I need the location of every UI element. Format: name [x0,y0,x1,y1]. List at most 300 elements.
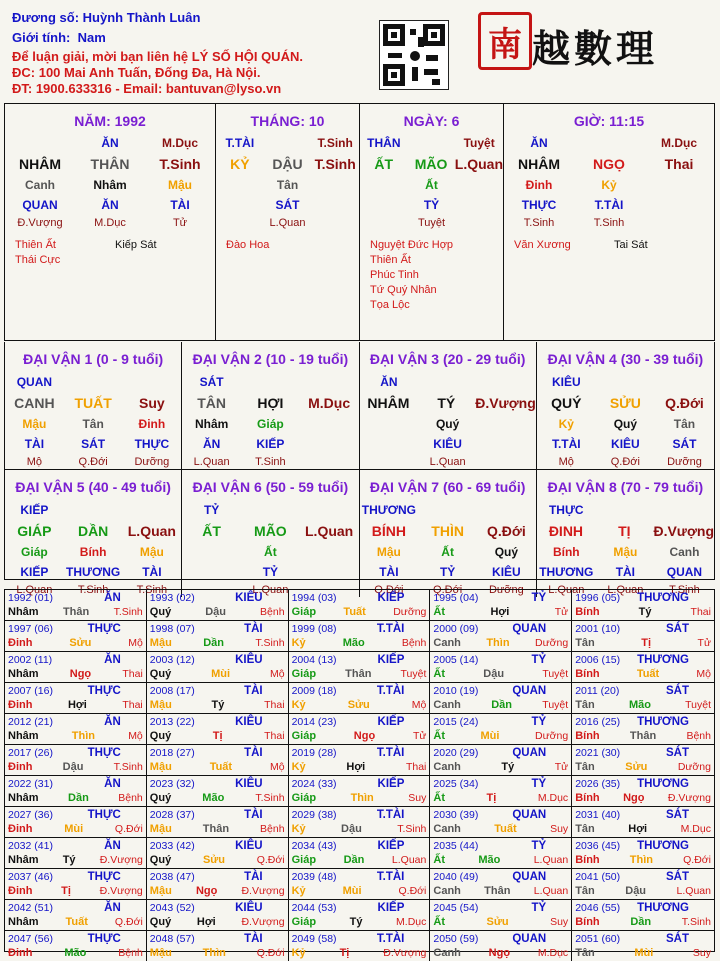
year-header [433,591,568,605]
pillar-1-star-line [15,253,215,268]
year-phase: Thai [264,730,285,742]
year-ten-god: TỶ [531,778,547,790]
year-branch: Mùi [211,668,231,680]
dai-van-1-phase-row-cell: Mộ [26,455,43,468]
year-detail [433,729,568,743]
year-header [292,715,427,729]
year-header [575,808,711,822]
year-header [8,622,143,636]
year-label: 1999 (08) [291,623,337,635]
pillar-2-phase-row-cell: L.Quan [269,216,306,229]
year-phase: M.Dục [537,792,569,804]
year-phase: Mộ [696,668,711,680]
year-label: 2016 (25) [575,716,621,728]
year-label: 1998 (07) [149,623,195,635]
dai-van-3-stem-branch-row [360,392,536,414]
year-cell [5,745,147,776]
dai-van-6-stem-branch-row [182,520,358,542]
year-cell [147,683,289,714]
pillar-1-stem-branch-row [5,153,215,175]
dai-van-4-ten-god-row [537,372,714,392]
year-label: 2045 (54) [433,902,479,914]
year-branch: Ngọ [353,730,376,742]
year-detail [433,760,568,774]
year-ten-god: THƯƠNG [637,778,689,790]
year-detail [292,822,427,836]
year-stem: Nhâm [8,606,39,618]
year-detail [150,884,285,898]
year-header [292,591,427,605]
year-stem: Quý [149,668,172,680]
year-branch: Tý [501,761,515,773]
year-branch: Thân [629,730,657,742]
year-detail [292,605,427,619]
pillar-2-hidden-gods-row [216,195,359,215]
year-ten-god: QUAN [512,871,547,883]
year-cell [572,714,714,745]
year-label: 2051 (60) [575,933,621,945]
pillar-3-phase-row [360,215,503,230]
contact-address: ĐC: 100 Mai Anh Tuấn, Đống Đa, Hà Nội. [12,65,261,80]
pillar-3-stem-branch-row-cell: L.Quan [454,156,504,172]
year-branch: Thìn [350,792,374,804]
year-detail [150,915,285,929]
year-detail [292,791,427,805]
year-branch: Dậu [483,668,505,680]
year-header [150,746,285,760]
year-header [575,870,711,884]
year-ten-god: THỰC [87,933,121,945]
pillar-1-star: Thiên Ất [15,239,56,251]
year-header [292,746,427,760]
dai-van-4-hidden-gods-row-cell: SÁT [672,437,697,451]
year-detail [433,853,568,867]
pillar-3-star-line [370,283,503,298]
pillar-1-star: Kiếp Sát [115,239,157,251]
dai-van-2-hidden-stems-row [182,414,358,434]
dai-van-1-stem-branch-row-cell: CANH [14,395,55,411]
year-branch: Sửu [625,761,648,773]
year-phase: M.Dục [680,823,711,835]
year-stem: Quý [149,730,172,742]
year-stem: Giáp [291,668,317,680]
year-label: 2034 (43) [291,840,337,852]
year-label: 2006 (15) [575,654,621,666]
year-branch: Thân [202,823,230,835]
dai-van-6-hidden-stems-row-cell: Ất [264,545,277,559]
year-label: 2009 (18) [291,685,337,697]
year-detail [575,853,711,867]
year-detail [8,915,143,929]
dai-van-1-ten-god-row [5,372,181,392]
year-label: 2011 (20) [575,685,620,697]
year-phase: Suy [692,947,711,959]
dai-van-6-hidden-gods-row [182,562,358,582]
year-stem: Giáp [291,730,317,742]
year-phase: Mộ [270,668,285,680]
year-ten-god: KIẾP [377,778,405,790]
year-phase: T.Sinh [113,761,143,773]
year-ten-god: TÀI [244,933,263,945]
year-label: 2049 (58) [291,933,337,945]
year-detail [575,822,711,836]
year-detail [150,729,285,743]
dai-van-4-hidden-stems-row-cell: Tân [673,417,696,431]
year-cell [5,621,147,652]
year-cell [147,590,289,621]
gender-line [12,30,106,45]
year-ten-god: TỶ [531,840,547,852]
year-ten-god: TÀI [244,871,263,883]
year-label: 2028 (37) [149,809,195,821]
year-ten-god: THỰC [87,623,121,635]
year-phase: Q.Đới [114,823,143,835]
year-detail [433,605,568,619]
year-phase: Suy [550,823,569,835]
pillar-3-ten-god-row-cell: Tuyệt [463,136,495,150]
dai-van-4-hidden-gods-row-cell: T.TÀI [551,437,581,451]
pillar-3-hidden-stems-row [360,175,503,195]
dai-van-4-stem-branch-row [537,392,714,414]
dai-van-2-stem-branch-row-cell: M.Dục [308,395,351,411]
pillar-4-hidden-stems-row-cell: Đinh [525,178,553,192]
year-stem: Giáp [291,792,317,804]
dai-van-8-hidden-stems-row-cell: Bính [552,545,580,559]
year-cell [147,931,289,961]
year-label: 1996 (05) [575,592,621,604]
dai-van-3-stem-branch-row-cell: NHÂM [367,395,410,411]
year-ten-god: ĂN [104,778,121,790]
year-header [433,901,568,915]
year-label: 2020 (29) [433,747,479,759]
year-phase: Tuyệt [542,668,569,680]
year-cell [572,683,714,714]
dai-van-8-stem-branch-row-cell: TỊ [618,523,631,539]
year-detail [150,822,285,836]
dai-van-grid [4,342,715,596]
year-label: 2047 (56) [8,933,53,945]
dai-van-3-hidden-stems-row-cell: Quý [435,417,460,431]
year-detail [433,946,568,960]
year-header [575,653,711,667]
dai-van-5-stem-branch-row [5,520,181,542]
year-ten-god: KIẾP [377,840,405,852]
dai-van-1-hidden-gods-row-cell: SÁT [81,437,106,451]
year-stem: Nhâm [8,792,39,804]
year-header [292,839,427,853]
dai-van-7-stem-branch-row-cell: BÍNH [371,523,406,539]
dai-van-5-stem-branch-row-cell: DẦN [77,523,109,539]
year-header [575,777,711,791]
year-phase: Q.Đới [398,885,427,897]
dai-van-4-hidden-gods-row [537,434,714,454]
pillar-1-ten-god-row-cell: ĂN [101,136,119,150]
year-header [150,715,285,729]
year-cell [289,745,431,776]
year-ten-god: THỰC [87,871,121,883]
year-branch: Dậu [625,885,647,897]
year-detail [433,822,568,836]
year-header [150,839,285,853]
dai-van-5-ten-god-row [5,500,181,520]
year-stem: Nhâm [8,854,39,866]
year-cell [430,838,572,869]
year-cell [289,776,431,807]
year-header [433,622,568,636]
year-cell [572,590,714,621]
year-phase: Đ.Vượng [241,916,285,928]
dai-van-4 [537,342,714,470]
year-branch: Hợi [346,761,366,773]
four-pillars-grid [4,103,715,341]
year-header [8,746,143,760]
year-detail [433,791,568,805]
year-ten-god: TỶ [531,592,547,604]
pillar-2-hidden-stems-row [216,175,359,195]
pillar-3-ten-god-row [360,133,503,153]
year-branch: Tý [62,854,76,866]
dai-van-7-hidden-stems-row-cell: Ất [441,545,454,559]
year-stem: Nhâm [8,916,39,928]
year-phase: Tuyệt [685,699,711,711]
dai-van-3-stem-branch-row-cell: TÝ [437,395,456,411]
year-header [433,839,568,853]
year-label: 2025 (34) [433,778,479,790]
year-detail [150,760,285,774]
pillar-1-hidden-stems-row-cell: Nhâm [93,178,127,192]
year-label: 2030 (39) [433,809,479,821]
year-header [150,901,285,915]
year-ten-god: KIÊU [235,654,263,666]
year-cell [572,900,714,931]
year-ten-god: THƯƠNG [637,592,689,604]
year-ten-god: TỶ [531,716,547,728]
year-label: 2004 (13) [291,654,337,666]
year-branch: Dần [343,854,365,866]
year-stem: Ất [433,730,445,742]
dai-van-5-ten-god-row-cell: KIẾP [20,503,49,517]
pillar-2-ten-god-row [216,133,359,153]
year-branch: Ngọ [623,792,645,804]
pillar-4-title: GIỜ: 11:15 [573,113,645,129]
year-branch: Mão [478,854,501,866]
dai-van-5 [5,470,182,597]
year-header [575,746,711,760]
dai-van-1-phase-row [5,454,181,469]
year-branch: Thìn [629,854,653,866]
year-stem: Giáp [291,854,317,866]
year-branch: Dậu [205,606,227,618]
year-phase: Thai [122,699,143,711]
year-branch: Tị [61,885,71,897]
dai-van-2-stem-branch-row-cell: TÂN [197,395,227,411]
year-label: 2012 (21) [8,716,53,728]
year-phase: Q.Đới [114,916,143,928]
year-detail [575,915,711,929]
dai-van-1-stem-branch-row-cell: Suy [139,395,165,411]
pillar-4-phase-row-cell: T.Sinh [523,216,555,229]
owner-label: Đương số: [12,10,80,25]
dai-van-6-hidden-stems-row [182,542,358,562]
year-branch: Ngọ [69,668,92,680]
year-detail [433,884,568,898]
dai-van-7-ten-god-row [360,500,536,520]
year-phase: Thai [264,699,285,711]
pillar-3-star: Nguyệt Đức Hợp [370,239,454,251]
year-branch: Dậu [341,823,362,835]
year-branch: Thìn [71,730,95,742]
dai-van-7-hidden-gods-row-cell: KIÊU [492,565,521,579]
year-cell [147,869,289,900]
year-header [292,622,427,636]
pillar-2-phase-row [216,215,359,230]
dai-van-3-ten-god-row [360,372,536,392]
year-cell [147,652,289,683]
year-phase: Q.Đới [256,947,285,959]
year-cell [572,745,714,776]
year-stem: Bính [575,792,600,804]
year-header [433,653,568,667]
year-cell [289,807,431,838]
year-cell [5,776,147,807]
year-cell [430,590,572,621]
year-phase: M.Dục [537,947,569,959]
year-ten-god: THỰC [87,685,121,697]
year-ten-god: KIẾP [377,592,405,604]
pillar-3-star: Thiên Ất [370,254,411,266]
dai-van-5-phase-row-cell: T.Sinh [77,583,109,596]
year-label: 2003 (12) [149,654,195,666]
dai-van-3-phase-row-cell: L.Quan [429,455,466,468]
pillar-2-hidden-stems-row-cell: Tân [276,178,299,192]
dai-van-6-stem-branch-row-cell: MÃO [254,523,287,539]
year-branch: Ngọ [195,885,218,897]
year-branch: Thìn [202,947,226,959]
year-label: 2050 (59) [433,933,479,945]
year-detail [292,915,427,929]
year-ten-god: T.TÀI [376,685,405,697]
dai-van-2 [182,342,359,470]
year-phase: T.Sinh [681,916,711,928]
pillar-1-hidden-stems-row [5,175,215,195]
year-phase: Tuyệt [400,668,427,680]
gender-value: Nam [77,30,106,45]
year-ten-god: KIẾP [377,716,405,728]
pillar-2-ten-god-row-cell: T.Sinh [317,136,353,150]
dai-van-4-ten-god-row-cell: KIÊU [551,375,581,389]
year-cell [572,869,714,900]
year-phase: Thai [690,606,711,618]
dai-van-4-stem-branch-row-cell: Q.Đới [665,395,704,411]
year-header [150,870,285,884]
dai-van-7-hidden-stems-row-cell: Mậu [376,545,401,559]
year-detail [433,667,568,681]
year-cell [572,931,714,961]
dai-van-1-hidden-gods-row-cell: THỰC [134,437,170,451]
pillar-3-star-line [370,268,503,283]
year-ten-god: KIÊU [235,778,263,790]
year-cell [430,931,572,961]
year-cell [5,900,147,931]
year-branch: Mùi [634,947,654,959]
year-cell [5,869,147,900]
year-label: 1997 (06) [8,623,53,635]
year-detail [8,667,143,681]
pillar-1-star-line [15,238,215,253]
dai-van-8-hidden-stems-row-cell: Canh [669,545,700,559]
dai-van-8-hidden-gods-row-cell: THƯƠNG [539,565,594,579]
year-ten-god: ĂN [104,716,121,728]
dai-van-7-title: ĐẠI VẬN 7 (60 - 69 tuổi) [369,479,526,495]
year-phase: T.Sinh [113,606,143,618]
year-branch: Mão [202,792,225,804]
year-header [433,746,568,760]
year-detail [8,884,143,898]
year-phase: L.Quan [533,885,569,897]
year-phase: Bệnh [401,637,427,649]
year-header [150,591,285,605]
pillar-3-hidden-gods-row [360,195,503,215]
dai-van-8-hidden-stems-row-cell: Mậu [613,545,638,559]
year-ten-god: SÁT [666,871,689,883]
year-phase: Đ.Vượng [241,885,285,897]
dai-van-3 [360,342,537,470]
year-cell [147,714,289,745]
dai-van-7-hidden-stems-row-cell: Quý [494,545,519,559]
year-phase: Q.Đới [683,854,711,866]
year-label: 2032 (41) [8,840,53,852]
dai-van-1-hidden-gods-row-cell: TÀI [24,437,45,451]
dai-van-1-stem-branch-row [5,392,181,414]
year-header [8,901,143,915]
year-header [8,777,143,791]
year-detail [292,667,427,681]
year-cell [289,869,431,900]
year-ten-god: QUAN [512,747,547,759]
pillar-1-phase-row-cell: Đ.Vượng [17,216,63,229]
dai-van-7-hidden-gods-row [360,562,536,582]
year-phase: Thai [405,761,427,773]
pillar-3-hidden-gods-row-cell: TỶ [423,198,440,212]
year-header [433,870,568,884]
year-phase: T.Sinh [397,823,427,835]
year-stem: Ất [433,854,445,866]
year-phase: Tử [554,606,569,618]
dai-van-6-phase-row-cell: L.Quan [252,583,289,596]
year-branch: Thìn [486,637,510,649]
year-header [292,808,427,822]
year-ten-god: TỶ [531,654,547,666]
year-stem: Ất [433,606,445,618]
dai-van-1-phase-row-cell: Q.Đới [78,455,108,468]
dai-van-3-phase-row [360,454,536,469]
logo-text: 越數理 [532,26,659,71]
year-cell [147,900,289,931]
year-ten-god: QUAN [512,809,547,821]
year-label: 1993 (02) [149,592,195,604]
year-ten-god: T.TÀI [376,623,405,635]
year-stem: Nhâm [8,730,39,742]
year-detail [8,760,143,774]
pillar-4-ten-god-row-cell: M.Dục [661,136,697,150]
dai-van-4-hidden-stems-row [537,414,714,434]
year-cell [430,900,572,931]
year-label: 2026 (35) [575,778,621,790]
year-stem: Tân [575,699,595,711]
year-label: 2010 (19) [433,685,479,697]
year-detail [292,729,427,743]
year-phase: Dưỡng [393,606,427,618]
